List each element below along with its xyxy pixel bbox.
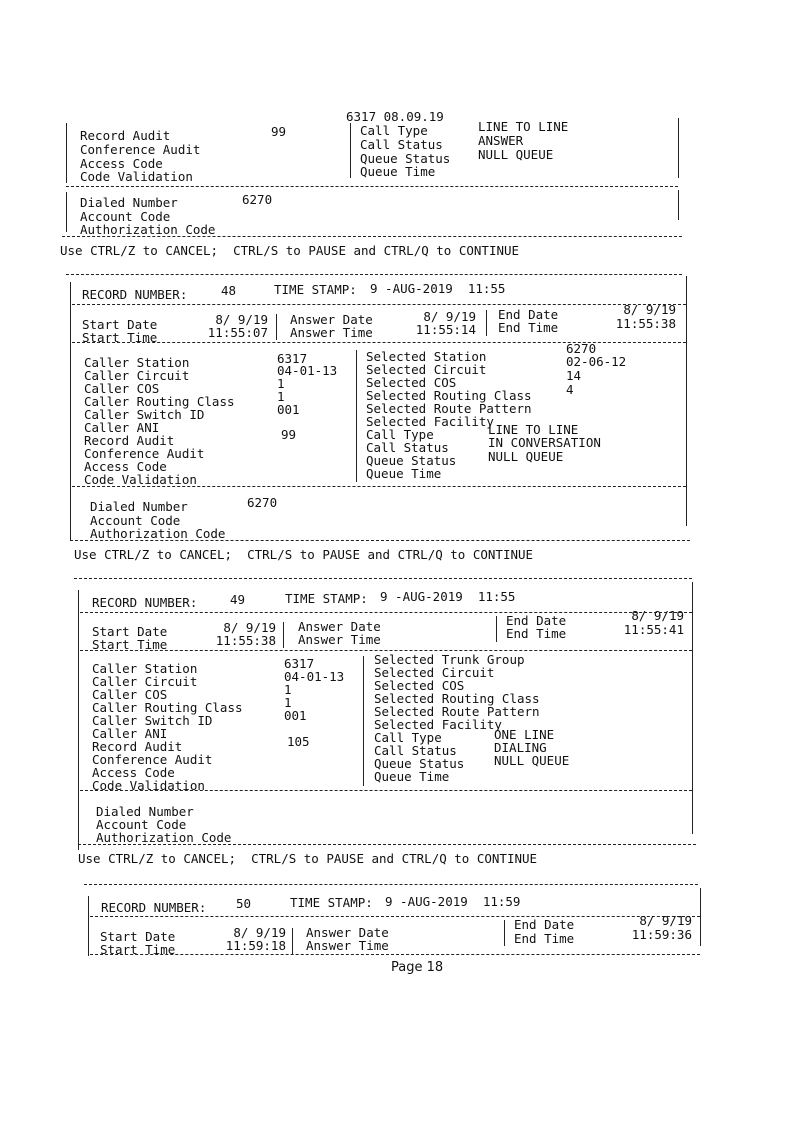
label-record-audit: Record Audit (92, 739, 183, 754)
value-record-number: 50 (236, 896, 252, 911)
column-divider (276, 314, 277, 340)
column-divider (350, 123, 351, 178)
label-call-type: Call Type (360, 123, 428, 138)
column-divider (504, 920, 505, 946)
value-end-time: 11:55:41 (623, 622, 684, 637)
column-divider (486, 310, 487, 336)
value-selected-station: 6270 (566, 341, 597, 356)
border (78, 590, 79, 850)
label-queue-status: Queue Status (360, 151, 451, 166)
label-caller-cos: Caller COS (92, 687, 168, 702)
value-dialed-number: 6270 (242, 192, 273, 207)
label-call-type: Call Type (374, 730, 442, 745)
partial-header-code: 6317 08.09.19 (346, 109, 444, 124)
ctrl-message: Use CTRL/Z to CANCEL; CTRL/S to PAUSE and CTRL/Q to CONTINUE (60, 243, 520, 258)
value-end-date: 8/ 9/19 (639, 913, 692, 928)
label-record-audit: Record Audit (84, 433, 175, 448)
label-authorization-code: Authorization Code (96, 830, 232, 845)
label-start-time: Start Time (92, 637, 168, 652)
label-start-date: Start Date (100, 929, 176, 944)
label-call-status: Call Status (366, 440, 449, 455)
label-caller-switch-id: Caller Switch ID (92, 713, 213, 728)
label-record-number: RECORD NUMBER: (101, 900, 207, 915)
border (66, 192, 67, 232)
label-end-time: End Time (498, 320, 559, 335)
label-answer-time: Answer Time (298, 632, 381, 647)
value-caller-station: 6317 (284, 656, 315, 671)
label-record-number: RECORD NUMBER: (92, 595, 198, 610)
label-account-code: Account Code (96, 817, 187, 832)
label-time-stamp: TIME STAMP: (285, 591, 368, 606)
label-queue-status: Queue Status (374, 756, 465, 771)
divider (84, 884, 698, 885)
label-dialed-number: Dialed Number (90, 499, 188, 514)
value-start-date: 8/ 9/19 (215, 312, 268, 327)
value-answer-time: 11:55:14 (415, 322, 476, 337)
label-selected-circuit: Selected Circuit (366, 362, 487, 377)
label-record-audit: Record Audit (80, 128, 171, 143)
value-call-status: ANSWER (478, 133, 524, 148)
label-account-code: Account Code (80, 209, 171, 224)
label-selected-cos: Selected COS (366, 375, 457, 390)
label-conference-audit: Conference Audit (84, 446, 205, 461)
divider (74, 578, 692, 579)
border (700, 888, 701, 946)
value-time-stamp: 9 -AUG-2019 11:55 (380, 589, 516, 604)
divider (80, 650, 692, 651)
border (70, 282, 71, 540)
label-selected-station: Selected Station (366, 349, 487, 364)
label-authorization-code: Authorization Code (80, 222, 216, 237)
label-start-time: Start Time (100, 942, 176, 957)
value-queue-status: NULL QUEUE (478, 147, 554, 162)
label-start-date: Start Date (82, 317, 158, 332)
border (678, 190, 679, 220)
label-call-status: Call Status (374, 743, 457, 758)
ctrl-message: Use CTRL/Z to CANCEL; CTRL/S to PAUSE and CTRL/Q to CONTINUE (78, 851, 538, 866)
label-selected-trunk-group: Selected Trunk Group (374, 652, 525, 667)
label-caller-ani: Caller ANI (84, 420, 160, 435)
value-call-status: DIALING (494, 740, 547, 755)
value-call-type: LINE TO LINE (488, 422, 579, 437)
label-caller-routing-class: Caller Routing Class (92, 700, 243, 715)
border (88, 896, 89, 956)
label-caller-circuit: Caller Circuit (84, 368, 190, 383)
label-call-type: Call Type (366, 427, 434, 442)
column-divider (496, 616, 497, 642)
label-caller-cos: Caller COS (84, 381, 160, 396)
label-caller-station: Caller Station (84, 355, 190, 370)
value-caller-switch-id: 001 (277, 402, 300, 417)
ctrl-message: Use CTRL/Z to CANCEL; CTRL/S to PAUSE and CTRL/Q to CONTINUE (74, 547, 534, 562)
label-record-number: RECORD NUMBER: (82, 287, 188, 302)
value-call-status: IN CONVERSATION (488, 435, 601, 450)
value-caller-cos: 1 (277, 376, 285, 391)
divider (62, 236, 682, 237)
value-selected-routing-class: 4 (566, 382, 574, 397)
label-selected-routing-class: Selected Routing Class (366, 388, 532, 403)
column-divider (283, 622, 284, 648)
value-end-date: 8/ 9/19 (631, 608, 684, 623)
divider (72, 486, 686, 487)
label-end-time: End Time (514, 931, 575, 946)
label-code-validation: Code Validation (92, 778, 205, 793)
value-start-time: 11:55:38 (215, 633, 276, 648)
value-record-number: 49 (230, 592, 246, 607)
column-divider (292, 928, 293, 954)
label-caller-routing-class: Caller Routing Class (84, 394, 235, 409)
page-number: Page 18 (391, 960, 444, 975)
value-queue-status: NULL QUEUE (488, 449, 564, 464)
label-end-time: End Time (506, 626, 567, 641)
value-start-time: 11:55:07 (207, 325, 268, 340)
border (66, 123, 67, 183)
value-time-stamp: 9 -AUG-2019 11:59 (385, 894, 521, 909)
divider (70, 540, 690, 541)
label-answer-time: Answer Time (290, 325, 373, 340)
label-end-date: End Date (498, 307, 559, 322)
label-access-code: Access Code (84, 459, 167, 474)
label-answer-date: Answer Date (290, 312, 373, 327)
label-end-date: End Date (506, 613, 567, 628)
label-start-time: Start Time (82, 330, 158, 345)
label-answer-date: Answer Date (306, 925, 389, 940)
value-queue-status: NULL QUEUE (494, 753, 570, 768)
divider (90, 954, 700, 955)
label-selected-route-pattern: Selected Route Pattern (374, 704, 540, 719)
label-dialed-number: Dialed Number (80, 195, 178, 210)
label-time-stamp: TIME STAMP: (290, 895, 373, 910)
value-start-date: 8/ 9/19 (233, 925, 286, 940)
label-selected-routing-class: Selected Routing Class (374, 691, 540, 706)
divider (78, 844, 696, 845)
value-end-time: 11:55:38 (615, 316, 676, 331)
label-start-date: Start Date (92, 624, 168, 639)
label-selected-facility: Selected Facility (374, 717, 502, 732)
label-selected-circuit: Selected Circuit (374, 665, 495, 680)
label-queue-time: Queue Time (366, 466, 442, 481)
label-caller-switch-id: Caller Switch ID (84, 407, 205, 422)
value-record-number: 48 (221, 283, 237, 298)
label-queue-time: Queue Time (360, 164, 436, 179)
label-call-status: Call Status (360, 137, 443, 152)
label-code-validation: Code Validation (80, 169, 193, 184)
label-answer-date: Answer Date (298, 619, 381, 634)
value-caller-routing-class: 1 (277, 389, 285, 404)
value-caller-circuit: 04-01-13 (284, 669, 345, 684)
value-start-date: 8/ 9/19 (223, 620, 276, 635)
divider (80, 790, 692, 791)
border (692, 582, 693, 834)
value-record-audit: 105 (287, 734, 310, 749)
value-selected-cos: 14 (566, 368, 582, 383)
label-queue-status: Queue Status (366, 453, 457, 468)
value-end-date: 8/ 9/19 (623, 302, 676, 317)
label-conference-audit: Conference Audit (92, 752, 213, 767)
value-call-type: ONE LINE (494, 727, 555, 742)
border (678, 118, 679, 178)
value-answer-date: 8/ 9/19 (423, 309, 476, 324)
label-caller-ani: Caller ANI (92, 726, 168, 741)
label-selected-route-pattern: Selected Route Pattern (366, 401, 532, 416)
divider (66, 186, 678, 187)
divider (66, 274, 682, 275)
label-dialed-number: Dialed Number (96, 804, 194, 819)
label-caller-station: Caller Station (92, 661, 198, 676)
value-record-audit: 99 (281, 427, 297, 442)
label-conference-audit: Conference Audit (80, 142, 201, 157)
label-code-validation: Code Validation (84, 472, 197, 487)
value-caller-routing-class: 1 (284, 695, 292, 710)
label-answer-time: Answer Time (306, 938, 389, 953)
value-selected-circuit: 02-06-12 (566, 354, 627, 369)
value-call-type: LINE TO LINE (478, 119, 569, 134)
value-start-time: 11:59:18 (225, 938, 286, 953)
label-access-code: Access Code (92, 765, 175, 780)
label-selected-cos: Selected COS (374, 678, 465, 693)
label-access-code: Access Code (80, 156, 163, 171)
value-caller-circuit: 04-01-13 (277, 363, 338, 378)
value-caller-station: 6317 (277, 351, 308, 366)
value-dialed-number: 6270 (247, 495, 278, 510)
column-divider (356, 350, 357, 482)
value-caller-cos: 1 (284, 682, 292, 697)
label-time-stamp: TIME STAMP: (274, 282, 357, 297)
label-end-date: End Date (514, 917, 575, 932)
label-selected-facility: Selected Facility (366, 414, 494, 429)
label-authorization-code: Authorization Code (90, 526, 226, 541)
label-caller-circuit: Caller Circuit (92, 674, 198, 689)
label-queue-time: Queue Time (374, 769, 450, 784)
label-account-code: Account Code (90, 513, 181, 528)
value-end-time: 11:59:36 (631, 927, 692, 942)
column-divider (363, 656, 364, 786)
value-caller-switch-id: 001 (284, 708, 307, 723)
value-record-audit: 99 (271, 124, 287, 139)
value-time-stamp: 9 -AUG-2019 11:55 (370, 281, 506, 296)
border (686, 276, 687, 526)
